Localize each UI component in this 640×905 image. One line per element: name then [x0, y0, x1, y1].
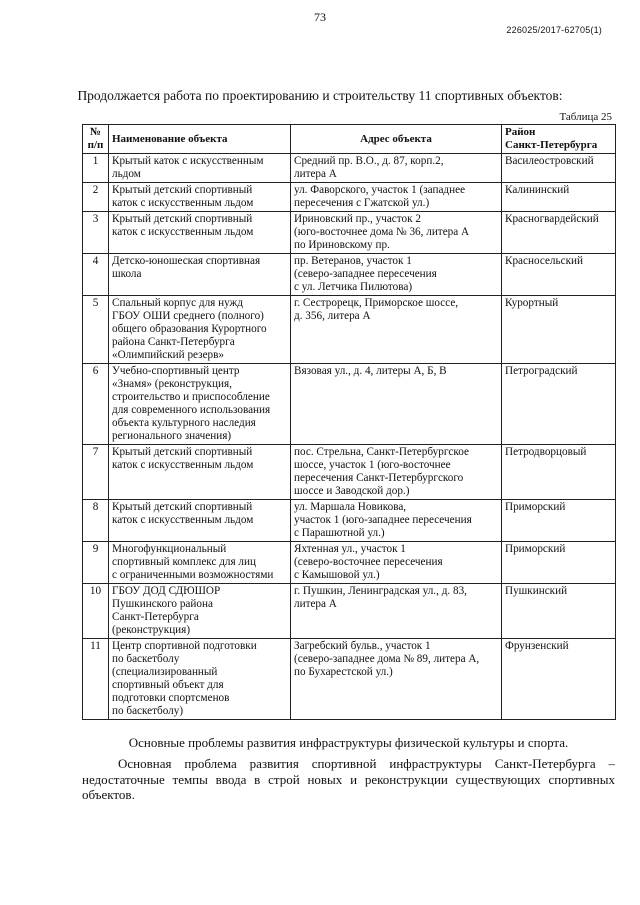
object-address: г. Сестрорецк, Приморское шоссе, д. 356, литера А: [291, 296, 502, 364]
row-number: 7: [83, 445, 109, 500]
object-name: Спальный корпус для нужд ГБОУ ОШИ среднего (полного) общего образования Курортного района Санкт-Петербурга «Олимпийский резерв»: [109, 296, 291, 364]
row-number: 9: [83, 542, 109, 584]
header-address: Адрес объекта: [291, 125, 502, 154]
object-district: Красносельский: [502, 254, 616, 296]
row-number: 1: [83, 154, 109, 183]
header-district: Район Санкт-Петербурга: [502, 125, 616, 154]
object-address: г. Пушкин, Ленинградская ул., д. 83, литера А: [291, 584, 502, 639]
object-name: Многофункциональный спортивный комплекс для лиц с ограниченными возможностями: [109, 542, 291, 584]
table-body: [83, 154, 616, 720]
object-district: Петродворцовый: [502, 445, 616, 500]
table-label: Таблица 25: [559, 111, 612, 123]
table-row: [83, 212, 616, 254]
object-name: Детско-юношеская спортивная школа: [109, 254, 291, 296]
object-address: пос. Стрельна, Санкт-Петербургское шоссе, участок 1 (юго-восточнее пересечения Санкт-Петербургского шоссе и Заводской дор.): [291, 445, 502, 500]
object-district: Приморский: [502, 542, 616, 584]
object-address: ул. Фаворского, участок 1 (западнее пересечения с Гжатской ул.): [291, 183, 502, 212]
object-name: ГБОУ ДОД СДЮШОР Пушкинского района Санкт-Петербурга (реконструкция): [109, 584, 291, 639]
table-row: [83, 364, 616, 445]
table-row: [83, 445, 616, 500]
row-number: 3: [83, 212, 109, 254]
page-number: 73: [314, 10, 326, 24]
header-num: № п/п: [83, 125, 109, 154]
row-number: 5: [83, 296, 109, 364]
object-district: Красногвардейский: [502, 212, 616, 254]
table-row: [83, 542, 616, 584]
table-row: [83, 639, 616, 720]
object-name: Крытый детский спортивный каток с искусственным льдом: [109, 445, 291, 500]
object-name: Учебно-спортивный центр «Знамя» (реконструкция, строительство и приспособление для современного использования объекта культурного наследия регионального значения): [109, 364, 291, 445]
table-row: [83, 500, 616, 542]
header-name: Наименование объекта: [109, 125, 291, 154]
table-row: [83, 584, 616, 639]
intro-text: Продолжается работа по проектированию и строительству 11 спортивных объектов:: [77, 88, 563, 103]
row-number: 8: [83, 500, 109, 542]
object-district: Приморский: [502, 500, 616, 542]
object-district: Василеостровский: [502, 154, 616, 183]
row-number: 6: [83, 364, 109, 445]
object-address: Средний пр. В.О., д. 87, корп.2, литера А: [291, 154, 502, 183]
object-address: Загребский бульв., участок 1 (северо-западнее дома № 89, литера А, по Бухарестской ул.): [291, 639, 502, 720]
table-row: [83, 254, 616, 296]
object-name: Крытый каток с искусственным льдом: [109, 154, 291, 183]
sports-objects-table: [82, 124, 616, 720]
object-district: Фрунзенский: [502, 639, 616, 720]
section-heading: Основные проблемы развития инфраструктуры физической культуры и спорта.: [128, 735, 569, 750]
body-paragraph: Основная проблема развития спортивной инфраструктуры Санкт-Петербурга – недостаточные темпы ввода в строй новых и реконструкции существующих спортивных объектов.: [82, 756, 615, 802]
object-address: Вязовая ул., д. 4, литеры А, Б, В: [291, 364, 502, 445]
object-name: Крытый детский спортивный каток с искусственным льдом: [109, 212, 291, 254]
table-row: [83, 154, 616, 183]
row-number: 2: [83, 183, 109, 212]
object-district: Курортный: [502, 296, 616, 364]
object-name: Крытый детский спортивный каток с искусственным льдом: [109, 183, 291, 212]
object-address: пр. Ветеранов, участок 1 (северо-западнее пересечения с ул. Летчика Пилютова): [291, 254, 502, 296]
object-name: Крытый детский спортивный каток с искусственным льдом: [109, 500, 291, 542]
document-code: 226025/2017-62705(1): [506, 25, 602, 35]
object-address: Ириновский пр., участок 2 (юго-восточнее дома № 36, литера А по Ириновскому пр.: [291, 212, 502, 254]
object-address: ул. Маршала Новикова, участок 1 (юго-западнее пересечения с Парашютной ул.): [291, 500, 502, 542]
table-row: [83, 183, 616, 212]
object-name: Центр спортивной подготовки по баскетболу (специализированный спортивный объект для подготовки спортсменов по баскетболу): [109, 639, 291, 720]
object-district: Калининский: [502, 183, 616, 212]
object-district: Пушкинский: [502, 584, 616, 639]
object-district: Петроградский: [502, 364, 616, 445]
row-number: 10: [83, 584, 109, 639]
row-number: 11: [83, 639, 109, 720]
object-address: Яхтенная ул., участок 1 (северо-восточнее пересечения с Камышовой ул.): [291, 542, 502, 584]
table-row: [83, 296, 616, 364]
row-number: 4: [83, 254, 109, 296]
table-header-row: [83, 125, 616, 154]
